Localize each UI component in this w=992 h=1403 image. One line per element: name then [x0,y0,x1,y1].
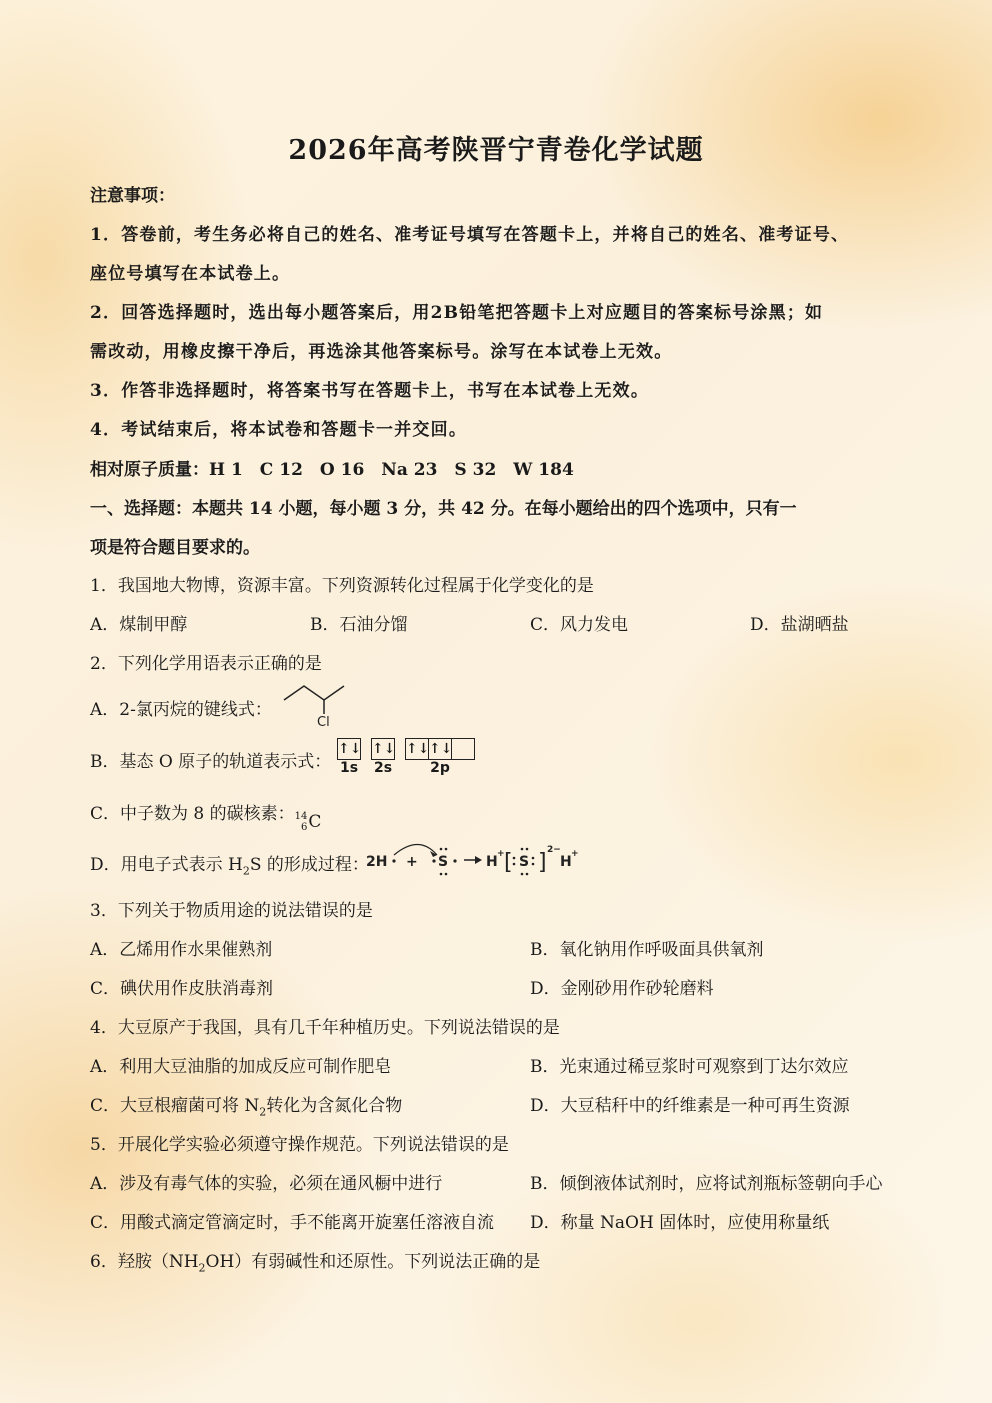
question-1-option-b: B．石油分馏 [310,615,408,635]
question-1-option-d: D．盐湖晒盐 [750,615,849,635]
stem-text: OH）有弱碱性和还原性。下列说法正确的是 [205,1252,541,1272]
option-c-text: 转化为含氮化合物 [266,1096,403,1116]
notice-heading: 注意事项： [90,186,175,206]
question-1-option-c: C．风力发电 [530,615,629,635]
section-heading: 项是符合题目要求的。 [90,538,260,558]
svg-text:2−: 2− [547,845,561,855]
question-3-option-d: D．金刚砂用作砂轮磨料 [530,979,714,999]
orbital-label: 2p [430,760,450,776]
subscript: 2 [198,1261,206,1275]
chlorine-label: Cl [317,715,330,730]
notice-line: 3．作答非选择题时，将答案书写在答题卡上，书写在本试卷上无效。 [90,381,650,401]
question-3-option-b: B．氧化钠用作呼吸面具供氧剂 [530,940,764,960]
question-2-stem: 2．下列化学用语表示正确的是 [90,654,322,674]
notice-line: 座位号填写在本试卷上。 [90,264,291,284]
option-c-text: C．大豆根瘤菌可将 N [90,1096,260,1116]
notice-line: 2．回答选择题时，选出每小题答案后，用2B铅笔把答题卡上对应题目的答案标号涂黑；如 [90,303,824,323]
orbital-box: ↑↓ [371,738,395,760]
atomic-number: 6 [301,822,308,833]
question-3-option-c: C．碘伏用作皮肤消毒剂 [90,979,274,999]
question-5-option-b: B．倾倒液体试剂时，应将试剂瓶标签朝向手心 [530,1174,883,1194]
stem-text: 6．羟胺（NH [90,1252,199,1272]
svg-text:2H: 2H [366,854,388,870]
svg-text:S: S [438,854,449,870]
question-4-option-a: A．利用大豆油脂的加成反应可制作肥皂 [90,1057,392,1077]
question-5-option-d: D．称量 NaOH 固体时，应使用称量纸 [530,1213,830,1233]
orbital-box [452,738,475,760]
svg-text:S: S [519,854,530,870]
svg-text:+: + [497,849,505,859]
mass-number: 14 [294,811,308,822]
question-2-option-a: A．2-氯丙烷的键线式： [90,700,272,720]
svg-text:H: H [560,854,572,870]
question-5-stem: 5．开展化学实验必须遵守操作规范。下列说法错误的是 [90,1135,509,1155]
question-6-stem [90,1247,540,1274]
carbon-nuclide [295,811,322,833]
skeletal-formula-2-chloropropane [280,680,350,730]
orbital-diagram [337,738,475,776]
notice-line: 1．答卷前，考生务必将自己的姓名、准考证号填写在答题卡上，并将自己的姓名、准考证号、 [90,225,850,245]
subscript: 2 [259,1105,267,1119]
question-2-option-c [90,799,321,833]
question-4-stem: 4．大豆原产于我国，具有几千年种植历史。下列说法错误的是 [90,1018,560,1038]
question-4-option-b: B．光束通过稀豆浆时可观察到丁达尔效应 [530,1057,849,1077]
element-symbol: C [308,812,322,832]
question-3-stem: 3．下列关于物质用途的说法错误的是 [90,901,373,921]
option-d-text: S 的形成过程： [249,855,369,875]
question-5-option-a: A．涉及有毒气体的实验，必须在通风橱中进行 [90,1174,443,1194]
subscript: 2 [242,864,250,878]
orbital-box: ↑↓ [429,738,452,760]
question-1-stem: 1．我国地大物博，资源丰富。下列资源转化过程属于化学变化的是 [90,576,594,596]
svg-text:H: H [486,854,498,870]
orbital-label: 1s [339,760,359,776]
section-heading: 一、选择题：本题共 14 小题，每小题 3 分，共 42 分。在每小题给出的四个选项中，只有一 [90,499,797,519]
notice-line: 4．考试结束后，将本试卷和答题卡一并交回。 [90,420,468,440]
question-4-option-d: D．大豆秸秆中的纤维素是一种可再生资源 [530,1096,850,1116]
question-2-option-b: B．基态 O 原子的轨道表示式： [90,752,332,772]
svg-text:]: ] [538,850,547,875]
question-2-option-d [90,850,369,877]
orbital-box: ↑↓ [337,738,361,760]
page-title: 2026年高考陕晋宁青卷化学试题 [288,135,704,166]
svg-text:+: + [571,849,579,859]
orbital-label: 2s [373,760,393,776]
question-4-option-c [90,1091,402,1118]
svg-text:+: + [406,854,418,870]
atomic-mass-line: 相对原子质量：H 1 C 12 O 16 Na 23 S 32 W 184 [90,460,574,480]
notice-line: 需改动，用橡皮擦干净后，再选涂其他答案标号。涂写在本试卷上无效。 [90,342,673,362]
option-c-text: C．中子数为 8 的碳核素： [90,804,295,824]
orbital-box: ↑↓ [405,738,429,760]
svg-text:[: [ [504,850,513,875]
question-3-option-a: A．乙烯用作水果催熟剂 [90,940,273,960]
electron-formula-h2s [364,838,594,882]
question-1-option-a: A．煤制甲醇 [90,615,188,635]
question-5-option-c: C．用酸式滴定管滴定时，手不能离开旋塞任溶液自流 [90,1213,495,1233]
option-d-text: D．用电子式表示 H [90,855,243,875]
